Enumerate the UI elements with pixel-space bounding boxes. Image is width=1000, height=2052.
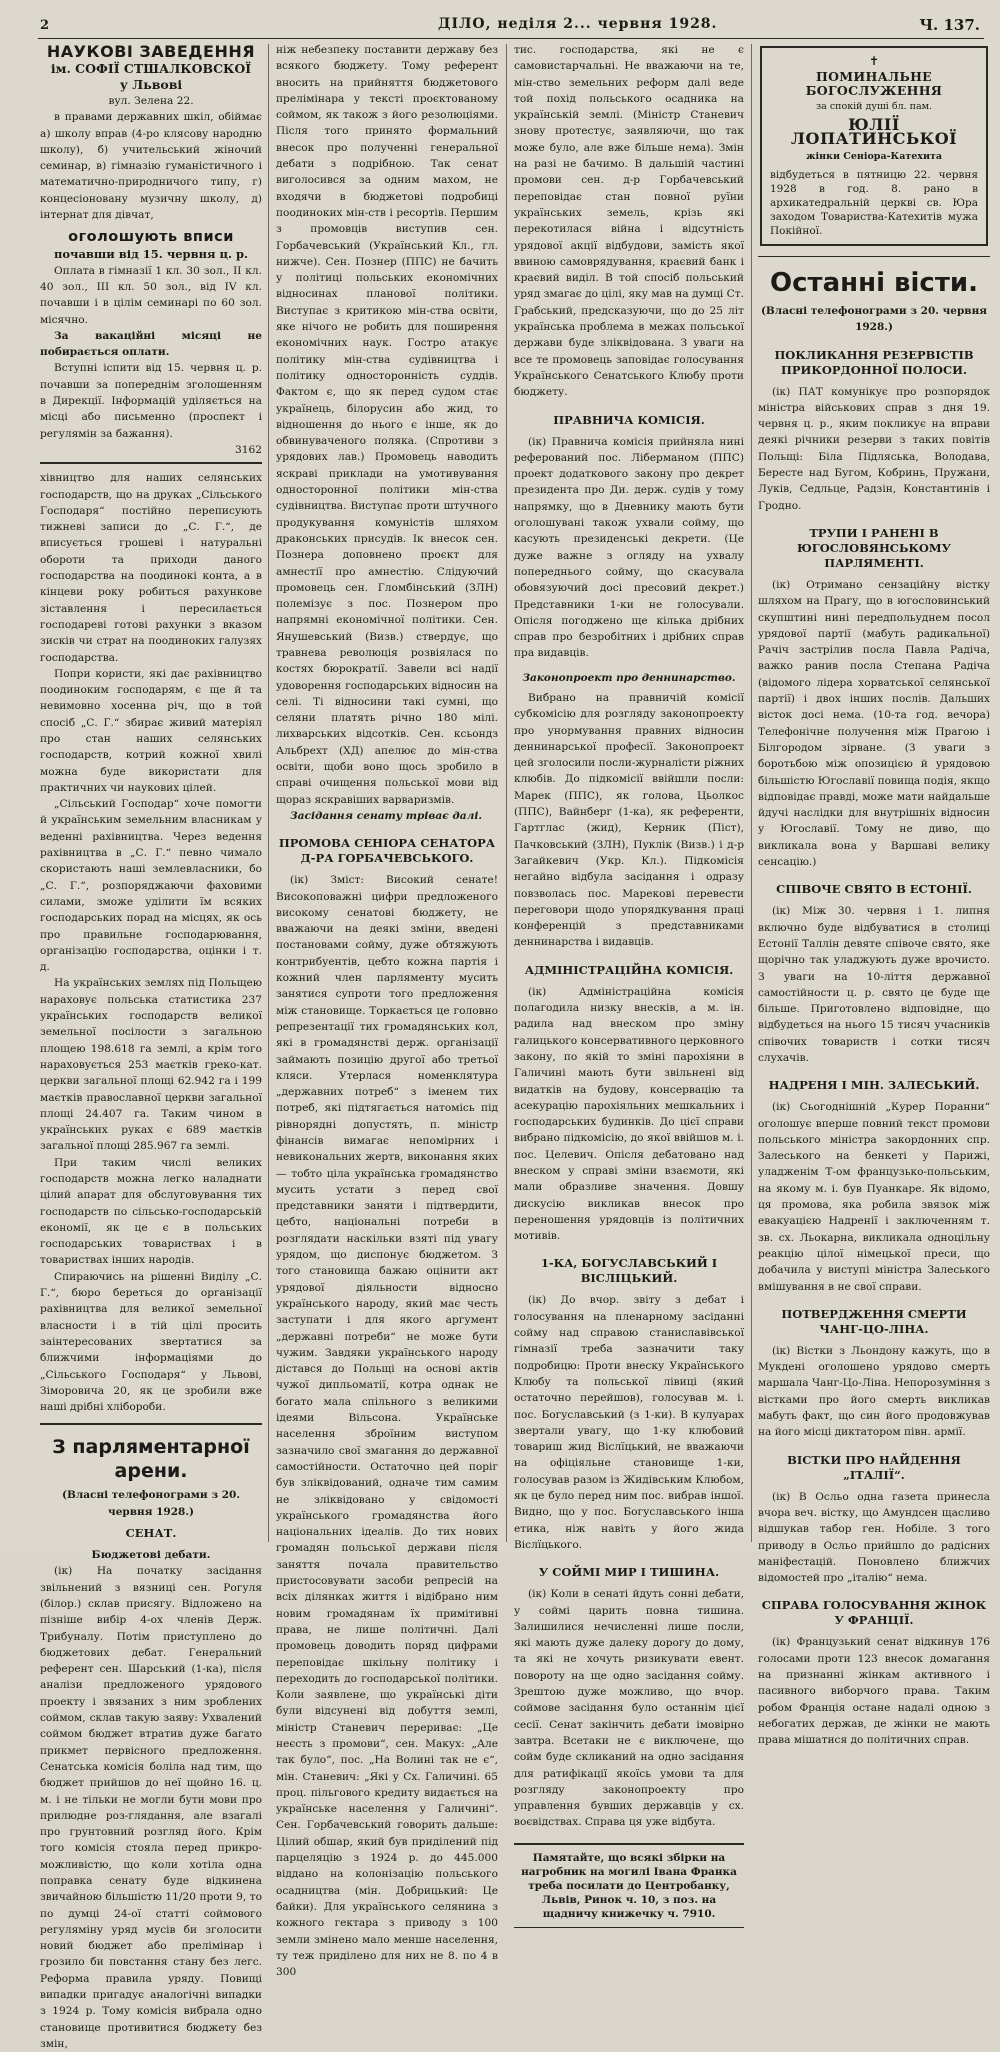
article-paragraph: Спираючись на рішенні Виділу „С. Г.“, бюро береться до організації рахівництва для великої земельної власности і в тій цілі просить заінтересованих звертатися за ближчими інформаціями до „Сільського Господаря“ у Львові, Зіморовича 20, як це зробили вже наші дрібні хлібороби. xyxy=(40,1270,262,1414)
ad-school-name: ім. СОФІЇ СТШАЛКОВСКОЇ xyxy=(50,61,252,76)
news-heading: ПОТВЕРДЖЕННЯ СМЕРТИ ЧАНГ-ЦО-ЛІНА. xyxy=(781,1306,967,1336)
news-paragraph: (ік) Вістки з Льондону кажуть, що в Мукдені оголошено урядово смерть маршала Чанг-Цо-Ліна. Непорозуміння з вістками про його смерть викликав мабуть факт, що син його продовжував на його місці диктатором півн. армії. xyxy=(758,1344,990,1439)
law-commission-heading: ПРАВНИЧА КОМІСІЯ. xyxy=(553,412,705,427)
memorial-for: за спокій душі бл. пам. xyxy=(815,101,933,112)
masthead-dateline: ДІЛО, неділя 2... червня 1928. xyxy=(438,16,718,32)
ad-exams: Вступні іспити від 15. червня ц. р. почавши за попереднім зголошенням в Дирекції. Інформацій уділяється на місці або письменно (проспект і регулямін за бажання). xyxy=(40,362,262,440)
news-heading: ПОКЛИКАННЯ РЕЗЕРВІСТІВ ПРИКОРДОННОЇ ПОЛОСИ. xyxy=(774,347,974,377)
admin-paragraph: (ік) Адміністраційна комісія полагодила низку внесків, а м. ін. радила над внеском про зміну галицького консервативного церковного закону, по якій то зміні парохіяни в Галичині мають бути звільнені від видатків на будову, консервацію та асекурацію парохіяльних мешкальних і господарських будинків. До цієї справи вибрано підкомісію, до якої ввійшов м. і. пос. Целевич. Опісля дебатовано над внеском у справі зміни взаємоти, які мали образливе значення. Довшу дискусію викликав внесок про переношення урядовців із політичних мотивів. xyxy=(514,985,744,1243)
news-heading: СПІВОЧЕ СВЯТО В ЕСТОНІЇ. xyxy=(776,882,972,897)
latest-news-title: Останні вісти. xyxy=(770,268,978,298)
column-rule xyxy=(506,44,507,1542)
senate-heading: СЕНАТ. xyxy=(125,1526,177,1541)
column-1 xyxy=(40,42,262,2050)
ad-address: вул. Зелена 22. xyxy=(108,95,194,107)
parliament-section-title: З парляментарної арени. xyxy=(40,1423,262,1483)
divider xyxy=(758,256,990,257)
issue-number: Ч. 137. xyxy=(919,16,980,34)
page-header xyxy=(38,8,984,39)
news-paragraph: (ік) Отримано сензаційну вістку шляхом на Прагу, що в югословинський скупштині нині передпольуднем посол урядової партії (мабуть радикальної) Рачіч застрілив посла Павла Радіча, важко ранив посла Степана Радіча (відомого лідера хорватської селянської партії) і двох інших послів. Дальших вісток досі нема. (10-та год. вечора) Телефонічне получення між Прагою і Білгородом зірване. (З уваги з боротьбою між опозицією й урядовою більшістю Югославії повища подія, якщо відповідає правді, може мати найдальше йдучі наслідки для внутрішніх відносин у Югославії. Тому не диво, що викликала вона у Варшаві велику сенсацію.) xyxy=(758,578,990,869)
news-heading: ТРУПИ І РАНЕНІ В ЮГОСЛОВЯНСЬКОМУ ПАРЛЯМЕНТІ. xyxy=(796,525,951,570)
sejm-peace-paragraph: (ік) Коли в сенаті йдуть сонні дебати, у соймі царить повна тишина. Залишилися нечисленні лише посли, які мають дуже далеку дорогу до дому, та які не хочуть ризикувати евент. повороту на ще одно засідання сойму. Зрештою дуже можливо, що вчор. соймове засідання було останнім цієї сесії. Сенат закінчить дебати імовірно завтра. Всетаки не є виключене, що сойм буде скликаний на одно засідання для ратифікації якоїсь умови та для розгляду законопроекту про управлення бувших державців у сх. воєвідствах. Справа ця уже відбута. xyxy=(514,1588,744,1829)
memorial-name: ЮЛІЇ ЛОПАТИНСЬКОЇ xyxy=(790,115,958,148)
news-paragraph: (ік) ПАТ комунікує про розпорядок міністра військових справ з дня 19. червня ц. р., яким покликує на вправи деякі річники резерви з таких повітів Польщі: Біла Підляська, Володава, Бересте над Бугом, Кобринь, Пружани, Луків, Седльце, Радзін, Константинів і Гродно. xyxy=(758,385,990,512)
ad-title: НАУКОВІ ЗАВЕДЕННЯ xyxy=(46,42,256,61)
ad-city: у Львові xyxy=(119,77,183,92)
memorial-wife: жінки Сеніора-Катехита xyxy=(805,151,943,162)
column-4 xyxy=(758,42,990,1747)
parliament-dateline: (Власні телефонограми з 20. червня 1928.) xyxy=(62,1489,240,1518)
memorial-body: відбудеться в пятницю 22. червня 1928 в год. 8. рано в архикатедральній церкві св. Юра заходом Товариства-Катехитів мужа Покійної. xyxy=(770,169,978,237)
article-paragraph: хівництво для наших селянських господарств, що на друках „Сільського Господаря“ постійно переписують тижневі записи до „С. Г.“, де вписується грошеві і натуральні обороти та приходи даного господарства на поодинокі конта, а в кінцеви року робиться рахункове зіставлення і пересилається господареві готові рахунки з вказом зисків чи страт на поодиноких галузях господарства. xyxy=(40,472,262,664)
column-2 xyxy=(276,42,498,1979)
boguslavsky-paragraph: (ік) До вчор. звіту з дебат і голосування на пленарному засіданні сойму над справою станиславівської гімназії треба зазначити таку подробицю: Проти внеску Українського Клюбу та польської лівиці (який остаточно перейшов), голосував м. і. пос. Богуславський (з 1-ки). В кулуарах звертали увагу, що 1-ку клюбовий товариш жид Віслїцький, не вважаючи на офіціяльне становище 1-ки, голосував разом із Жидівським Клюбом, як це було перед ним пос. вибрав іншої. Видно, що у пос. Богуславського інша етика, ніж навіть у його жида Віслїцького. xyxy=(514,1294,744,1551)
article-paragraph: Попри користи, які дає рахівництво поодиноким господарям, є ще й та невимовно хосенна річ, що в той спосіб „С. Г.“ збирає живий матеріял про стан наших селянських господарств, котрий кожної хвилі можна буде використати для практичних чи наукових цілей. xyxy=(40,667,262,794)
sejm-peace-heading: У СОЙМІ МИР І ТИШИНА. xyxy=(538,1565,720,1580)
session-continues: Засідання сенату тріває далі. xyxy=(290,809,483,822)
column-3 xyxy=(514,42,744,1920)
news-paragraph: (ік) Французький сенат відкинув 176 голосами проти 123 внесок домагання на признанні жінкам активного і пасивного виборчого права. Таким робом Франція остане надалі одною з небогатих держав, де жінки не мають права мішатися до політичних справ. xyxy=(758,1636,990,1747)
article-paragraph: ніж небезпеку поставити державу без всякого бюджету. Тому референт вносить на прийняття бюджетового прелімінара у тексті проєктованому соймом, як також з його резолюціями. Після того принято формальний внесок про полученні генеральної дебати з подрібною. Так сенат виголосився за одним махом, не входячи в бюджетові подробиці поодиноких мін-ств і ресортів. Першим з промовців виступив сен. Горбачевський (Український Кл., гл. нижче). Сен. Познер (ППС) не бачить у політиці польських економічних відносинах планової політики. Виступає з критикою мін-ства освіти, яке нічого не робить для поширення економічних наук. Гостро атакує політику мін-ства судівництва і політику односторонність суддів. Фактом є, що як перед судом стає українець, білорусин або жид, то відношення до нього є інше, як до обвинуваченого поляка. (Спротиви з урядових лав.) Промовець наводить яскраві приклади на умотивування односторонної політики мін-ства судівництва. Виступає проти штучного продукування комуністів шляхом драконських присудів. Ік внесок сен. Познера доповнено проєкт для амнестії про амнестію. Слідуючий промовець сен. Гломбінський (ЗЛН) полемізує з пос. Познером про напрямні економічної політики. Сен. Янушевський (Визв.) ствердує, що травнева революція розвіялася по костях бюрократії. Завели всі надії удоворення господарських відносин на селі. Ті відносини такі сумні, що селяни платять річно 180 мілі. лихварських відсотків. Сен. ксьондз Альбрехт (ХД) апелює до мін-ства освіти, щоби воно щось зробило в справі очищення польської мови від щораз яскравіших варваризмів. xyxy=(276,44,498,806)
column-rule xyxy=(268,44,269,1542)
law-paragraph: (ік) Правнича комісія прийняла нині реферований пос. Ліберманом (ППС) проект додаткового закону про декрет президента про Ди. держ. судів у тому напрямку, що в Дневнику мають бути оголошувані також ухвали сойму, що касують президенські декрети. (Це дуже важне з огляду на ухвалу попереднього сойму, що скасувала обовязуючий досі пресовий декрет.) Представники 1-ки не голосували. Опісля погоджено ще кілька дрібних справ про безробітних і дрібних справ пра видавців. xyxy=(514,435,744,660)
ad-announce: оголошують вписи xyxy=(68,229,234,246)
boguslavsky-heading: 1-КА, БОГУСЛАВСЬКИЙ І ВІСЛІЦЬКИЙ. xyxy=(540,1256,718,1286)
cross-icon: ✝ xyxy=(868,54,880,68)
news-heading: СПРАВА ГОЛОСУВАННЯ ЖІНОК У ФРАНЦІЇ. xyxy=(761,1598,987,1628)
article-paragraph: „Сільський Господар“ хоче помогти й українським земельним власникам у веденні рахівництва. Через ведення рахівництва в „С. Г.“ певно чимало скористають наші землевласники, бо „С. Г.“, розпоряджаючи фаховими силами, зможе уділити їм всяких господарських порад на місцях, як ось про правильне господарювання, організацію господарства, оцінки і т. д. xyxy=(40,798,262,974)
news-paragraph: (ік) Між 30. червня і 1. липня включно буде відбуватися в столиці Естонії Таллін девяте співоче свято, яке щорічно так уладжують дуже врочисто. З уваги на 10-ліття державної самостійности ц. р. свято це буде ще більше. Приготовлено відповідне, що відбудеться на нього 15 тисяч учасників співочих товариств і сотки тисяч слухачів. xyxy=(758,905,990,1064)
ad-start: почавши від 15. червня ц. р. xyxy=(53,247,249,262)
news-paragraph: (ік) Сьогоднішній „Курер Поранни“ оголошує вперше повний текст промови польського міністра закордонних спр. Залеського на бенкеті у Парижі, уладженім Т-ом французько-польським, на якому м. і. був Пуанкаре. Як відомо, ця промова, яка робила звязок між евакуацією Надренії і заключенням т. зв. сх. Льокарна, викликала одноцільну реакцію цілої німецької преси, що добачила у виступі міністра Залеського вмішування в не свої справи. xyxy=(758,1101,990,1293)
news-heading: ВІСТКИ ПРО НАЙДЕННЯ „ІТАЛІЇ“. xyxy=(787,1452,961,1482)
column-rule xyxy=(751,44,752,1542)
speech-paragraph: (ік) Зміст: Високий сенате! Високоповажні цифри предложеного високому сенатові бюджету, не вважаючи на деякі зміни, введені постановами сойму, дуже обтяжують контрибуентів, цебто кожна партія і кожний член парляменту мусить занятися супроти того предложення між становище. Торкається це головно репрезентації тих громадянських кол, які в громадянстві держ. організації займають позицію другої або третьої кляси. Утерлася номенклятура „державних потреб“ з іменем тих потреб, які підтягається натомісь під рівнорядні допустять, п. міністр фінансів вимагає непомірних і невикональних жертв, виконання яких — тобто ціла українська громадянство мусить устати з перед свої представники заняти і підтвердити, цебто, національні потреби в розглядати наскільки взяті під увагу урядом, що диспонує бюджетом. З того становища бажаю оцінити акт урядової діяльности відносно українського народу, який має честь заступати і для якого аргумент „державні потреби“ не може бути чужим. Завдяки українського народу дістався до Польщі на основі актів чужої дипльоматії, котра однак не богато мала спільного з великими ідеями Вільсона. Українське населення зброїним виступом зазначило свої змагання до державної самостійности. Остаточно цей поріг був зліквідований, одначе тим самим не зліквідовано у свідомості українського громадянства його національних ідеалів. До тих нових громадян польської держави після заняття почала правительство пристосовувати засоби репресій на всіх ділянках життя і відібрано ним новим громадянам їх примітивні права, не лише політичні. Далі промовець доводить поряд цифрами переповідає шкільну політику і переходить до господарської політики. Коли заявлене, що українські діти були відсунені від добуття землі, міністр Станевич перериває: „Це неєсть з промови“, сен. Макух: „Але так було“, пос. „На Волині так не є“, мін. Станевич: „Які у Сх. Галичині. 65 проц. пільгового кредиту видається на українське населення у Галичині“. Сен. Горбачевський говорить дальше: Цілий обшар, який був приділений під парцеляцію з 1924 р. до 445.000 віддано на колонізацію польського осадництва (мін. Добрицький: Це байки). Для українського селянина з кожного гектара з приводу з 100 земли змінено мало менше населення, ту теж приділено для них не 8. по 4 в 300 xyxy=(276,874,498,1979)
ad-code: 3162 xyxy=(235,443,262,456)
parliament-paragraph: (ік) На початку засідання звільнений з вязниці сен. Рогуля (білор.) склав присягу. Відложено на пізніше вибір 4-ох членів Держ. Трибуналу. Потім приступлено до бюджетових дебат. Генеральний референт сен. Шарський (1-ка), після аналізи предложеного урядового проекту і звязаних з ним зроблених соймом, склав такую заяву: Ухвалений соймом бюджет втратив дуже багато прикмет первісного предложення. Сенатська комісія боліла над тим, що бюджет прийшов до неї щойно 16. ц. м. і не тільки не могли бути мови про прилюдне роз-глядання, але взагалі про грунтовний розгляд його. Крім того комісія стояла перед прикро-можливістю, що коли хотіла одна поправка сенату буде відкинена звичайною більшістю 11/20 проти 9, то по думці 24-ої статті соймового регуляміну уряд мусів би зголосити новий бюджет або прелімінар і грозило би повстання стану без легс. Реформа правила уряду. Повищі випадки пригадує аналогічні випадки з 1924 р. Тому комісія вибрала одно становище противитися бюджету без змін, xyxy=(40,1565,262,2050)
franko-grave-notice: Памятайте, що всякі збірки на нагробник на могилі Івана Франка треба посилати до Центробанку, Львів, Ринок ч. 10, з поз. на щадничу книжечку ч. 7910. xyxy=(514,1843,744,1928)
news-paragraph: (ік) В Осльо одна газета принесла вчора веч. вістку, що Амундсен щасливо відшукав табор ген. Нобіле. З того приводу в Осльо прийшло до радісних маніфестацій. Поновлено ближчих відомостей про „італію“ нема. xyxy=(758,1490,990,1585)
article-paragraph: На українських землях під Польщею нараховує польська статистика 237 українських господарств великої земельної посілости з загальною площею 198.618 га землі, а крім того нараховується 253 маєтків греко-кат. церкви загальної площі 62.942 га і 199 маєтків православної церкви загальної площі 24.407 га. Таким чином в українських руках є 689 маєтків загальної площі 285.967 га землі. xyxy=(40,977,262,1153)
ad-notice: За вакаційні місяці не побирається оплати. xyxy=(40,329,262,359)
admin-commission-heading: АДМІНІСТРАЦІЙНА КОМІСІЯ. xyxy=(524,962,734,977)
memorial-service-box xyxy=(760,46,988,246)
school-advertisement xyxy=(40,42,262,464)
speech-heading: ПРОМОВА СЕНІОРА СЕНАТОРА Д-РА ГОРБАЧЕВСЬКОГО. xyxy=(278,836,496,866)
article-paragraph: тис. господарства, які не є самовистарчальні. Не вважаючи на те, мін-ство земельних реформ далі веде той похід польського осадника на українській землі. (Міністр Станевич знову протестує, заявляючи, що так може було, але вже більше нема). Змін на разі не бачимо. В дальшій частині промови сен. д-р Горбачевський переповідає стан повної руїни українських земель, крізь які перекотилася війна і відсутність урядової акції відбудови, замість якої ввиною самоврядування, краєвий банк і краєвий виділ. В той спосіб польський уряд змагає до цілі, яку мав на думці Ст. Грабський, предсказуючи, що до 25 літ українська проблема в межах польської держави буде зліквідована. З уваги на все те промовець заповідає голосування Українського Сенатського Клюбу проти бюджету. xyxy=(514,44,744,399)
journalism-law-heading: Законопроект про деннинарство. xyxy=(522,671,736,684)
memorial-title: ПОМИНАЛЬНЕ БОГОСЛУЖЕННЯ xyxy=(805,69,943,98)
latest-news-dateline: (Власні телефонограми з 20. червня 1928.) xyxy=(760,305,988,334)
news-heading: НАДРЕНЯ І МІН. ЗАЛЕСЬКИЙ. xyxy=(768,1078,980,1093)
ad-description: в правами державних шкіл, обіймає а) школу вправ (4-ро клясову народню школу), б) учительський жіночий семинар, в) гімназію гуманістичного і математично-природничого типу, г) концесіоновану музичну школу, д) інтернат для дівчат, xyxy=(40,111,262,222)
ad-fees: Оплата в гімназії 1 кл. 30 зол., II кл. 40 зол., III кл. 50 зол., від IV кл. почавши і в цілім семинарі по 60 зол. місячно. xyxy=(40,264,262,326)
budget-heading: Бюджетові дебати. xyxy=(91,1549,211,1562)
page-number: 2 xyxy=(40,18,50,33)
journalism-law-paragraph: Вибрано на правничій комісії субкомісію для розгляду законопроекту про унормування правних відносин деннинарської професії. Законопроект цей зголосили посли-журналісти ріжних клюбів. До підкомісії ввійшли посли: Марек (ППС), як голова, Цьолкос (ППС), Вайнберг (1-ка), як референти, Гартглас (жид), Керник (Піст), Пачковський (ЗЛН), Пуклік (Визв.) і д-р Загайкевич (Укр. Кл.). Підкомісія негайно відбула засідання і одразу повзволась пос. Марекові перевести переговори щодо упорядкування праці конференцій з представниками деннинарства і видавців. xyxy=(514,691,744,949)
article-paragraph: При таким числі великих господарств можна легко наладнати цілий апарат для обслуговування тих господарств по сільсько-господарській економії, як це є в польських господарських товариствах і в товариствах інших народів. xyxy=(40,1156,262,1267)
